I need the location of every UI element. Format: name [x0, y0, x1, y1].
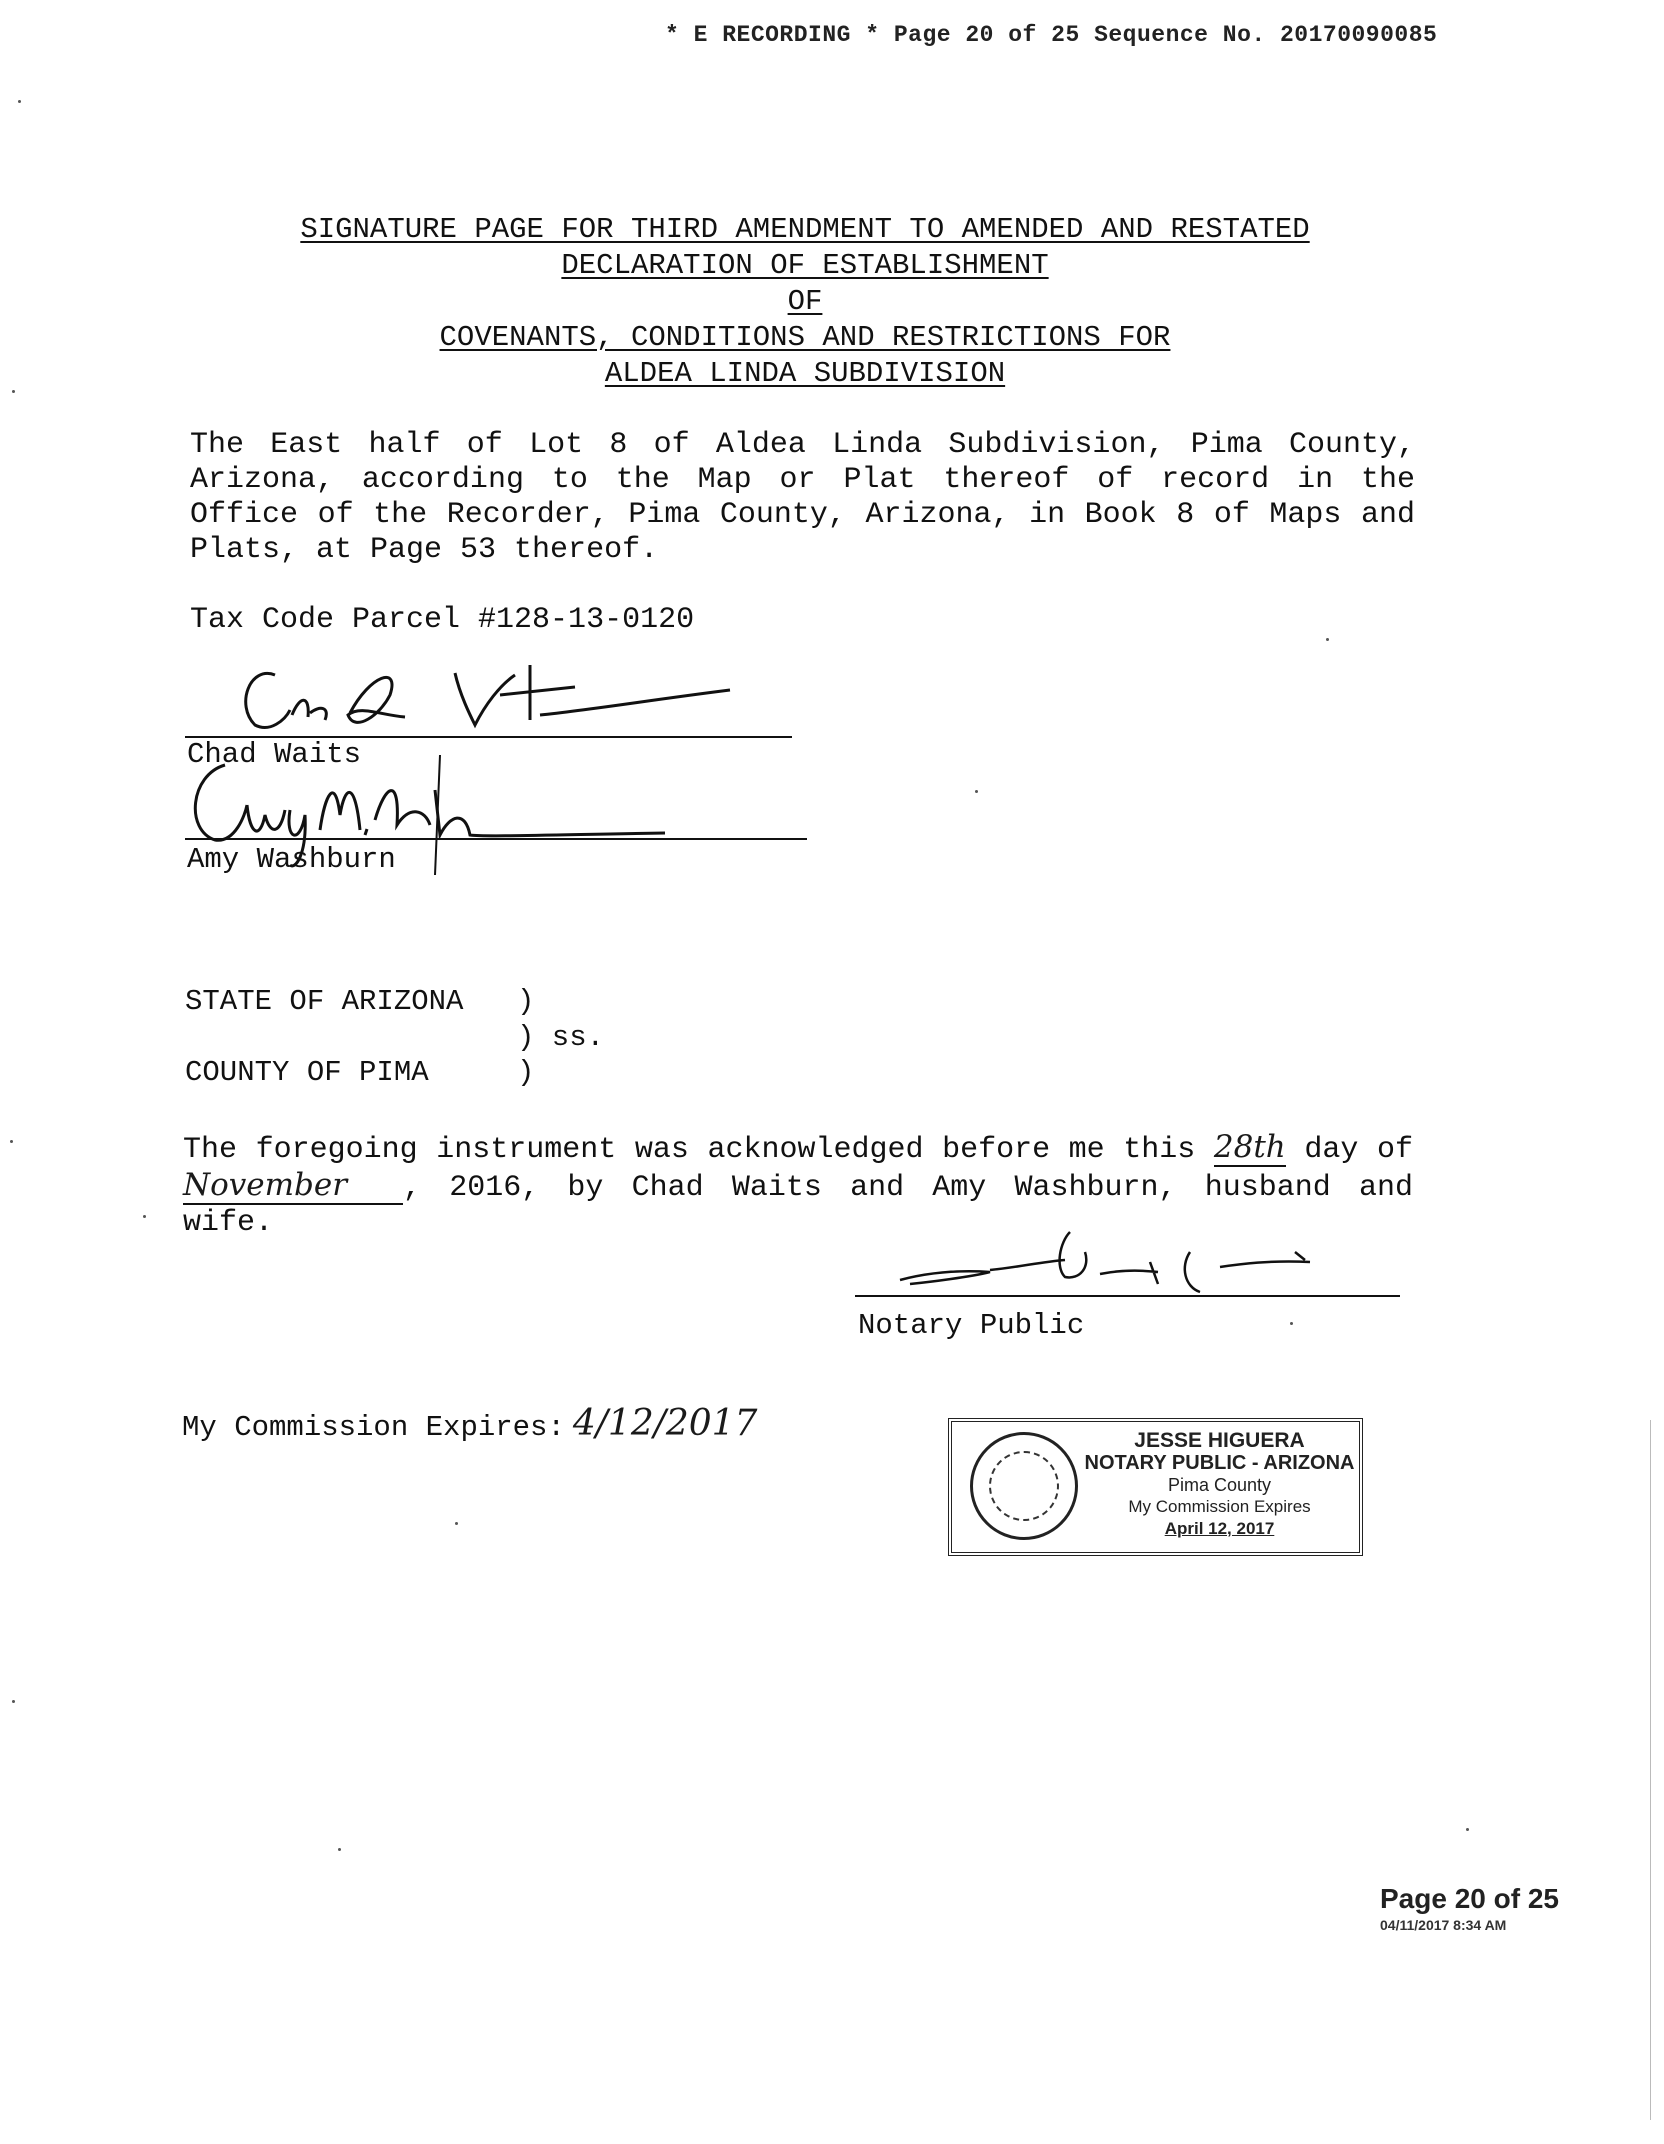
notary-signature-line	[855, 1295, 1400, 1297]
seal-notary-title: NOTARY PUBLIC - ARIZONA	[1084, 1452, 1355, 1474]
tax-code-parcel: Tax Code Parcel #128-13-0120	[190, 603, 695, 637]
recording-header: * E RECORDING * Page 20 of 25 Sequence No. 20170090085	[665, 22, 1438, 48]
scan-speck	[18, 100, 21, 103]
title-line-5: ALDEA LINDA SUBDIVISION	[604, 357, 1006, 390]
signature-line-2	[185, 838, 807, 840]
seal-county: Pima County	[1167, 1475, 1272, 1495]
commission-expires	[182, 1403, 757, 1444]
title-line-1: SIGNATURE PAGE FOR THIRD AMENDMENT TO AMENDED AND RESTATED	[300, 213, 1310, 246]
seal-expires-label: My Commission Expires	[1128, 1497, 1311, 1516]
ack-text-2: day of	[1304, 1133, 1413, 1167]
scan-speck	[1466, 1828, 1469, 1831]
scan-speck	[1290, 1322, 1293, 1325]
scan-speck	[455, 1522, 458, 1525]
venue-paren-2: )	[517, 1056, 535, 1089]
title-line-2: DECLARATION OF ESTABLISHMENT	[561, 249, 1049, 282]
scan-speck	[12, 390, 15, 393]
ack-text-3: , 2016, by Chad Waits and Amy Washburn, husband and wife.	[183, 1171, 1413, 1240]
scan-speck	[10, 1140, 13, 1143]
ack-text-1: The foregoing instrument was acknowledged before me this	[183, 1133, 1196, 1167]
scan-speck	[12, 1700, 15, 1703]
title-line-4: COVENANTS, CONDITIONS AND RESTRICTIONS FOR	[439, 321, 1171, 354]
scan-speck	[975, 790, 978, 793]
venue-county: COUNTY OF PIMA	[185, 1056, 429, 1089]
scan-speck	[143, 1215, 146, 1218]
seal-expires-date: April 12, 2017	[1164, 1519, 1275, 1538]
scan-speck	[1326, 638, 1329, 641]
commission-label: My Commission Expires:	[182, 1411, 565, 1444]
title-line-3: OF	[787, 285, 823, 318]
signature-notary	[890, 1222, 1330, 1302]
state-seal-icon	[970, 1432, 1078, 1540]
venue-paren-1: )	[517, 985, 535, 1018]
signature-chad-waits	[230, 655, 750, 745]
scan-edge	[1650, 1420, 1651, 2120]
seal-notary-name: JESSE HIGUERA	[1134, 1429, 1305, 1452]
page-number-footer: Page 20 of 25	[1380, 1883, 1559, 1914]
venue-state: STATE OF ARIZONA	[185, 985, 464, 1018]
notary-public-label: Notary Public	[858, 1309, 1085, 1342]
notary-seal-stamp	[948, 1418, 1363, 1556]
legal-description: The East half of Lot 8 of Aldea Linda Subdivision, Pima County, Arizona, according to the Map or Plat thereof of record in the Office of the Recorder, Pima County, Arizona, in Book 8 of Maps and Plats, at Page 53 thereof.	[190, 428, 1415, 567]
ack-month: November	[183, 1168, 403, 1205]
signer-name-2: Amy Washburn	[187, 843, 396, 876]
signer-name-1: Chad Waits	[187, 738, 362, 771]
venue-ss: ) ss.	[517, 1021, 605, 1054]
ack-day: 28th	[1213, 1129, 1286, 1165]
commission-date: 4/12/2017	[572, 1403, 758, 1444]
footer-timestamp: 04/11/2017 8:34 AM	[1380, 1917, 1507, 1933]
scan-speck	[338, 1848, 341, 1851]
